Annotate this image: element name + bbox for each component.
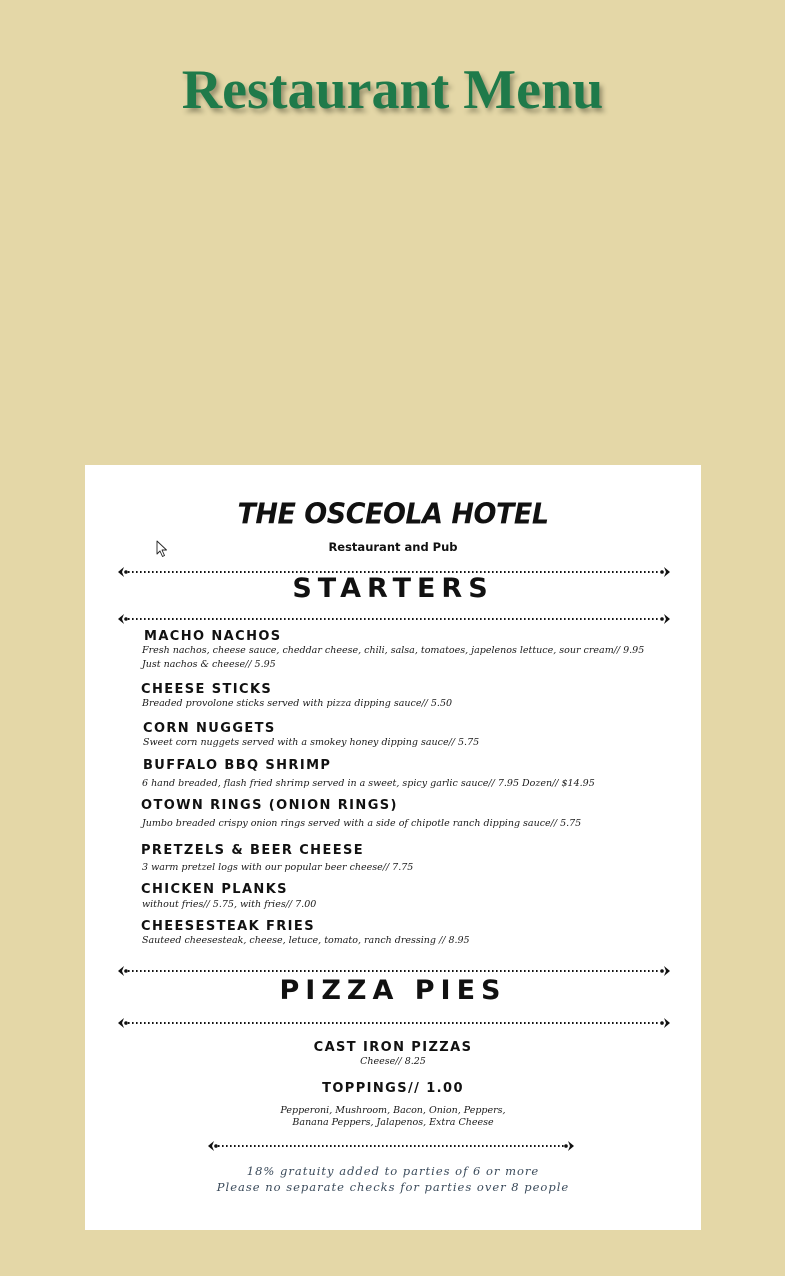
- item-desc: 6 hand breaded, flash fried shrimp served in a sweet, spicy garlic sauce// 7.95 Dozen// $14.95: [142, 778, 595, 789]
- item-name-cheese-sticks: CHEESE STICKS: [141, 682, 273, 697]
- footer-divider: [206, 1139, 576, 1153]
- menu-image: [85, 465, 701, 1230]
- starters-heading: STARTERS: [292, 573, 494, 604]
- item-name-otown-rings: OTOWN RINGS (ONION RINGS): [141, 798, 398, 813]
- item-desc: Sauteed cheesesteak, cheese, letuce, tomato, ranch dressing // 8.95: [142, 935, 470, 946]
- item-name-macho-nachos: MACHO NACHOS: [144, 629, 282, 644]
- item-desc: Banana Peppers, Jalapenos, Extra Cheese: [292, 1117, 494, 1128]
- item-name-toppings: TOPPINGS// 1.00: [322, 1081, 464, 1096]
- hotel-name: THE OSCEOLA HOTEL: [237, 498, 549, 531]
- item-desc: Breaded provolone sticks served with pizza dipping sauce// 5.50: [142, 698, 453, 709]
- section-divider: [116, 612, 672, 626]
- item-desc: without fries// 5.75, with fries// 7.00: [142, 899, 317, 910]
- item-name-buffalo-bbq-shrimp: BUFFALO BBQ SHRIMP: [143, 758, 332, 773]
- item-desc: Jumbo breaded crispy onion rings served with a side of chipotle ranch dipping sauce// 5.75: [142, 818, 582, 829]
- item-desc: Cheese// 8.25: [360, 1056, 426, 1067]
- gratuity-note: 18% gratuity added to parties of 6 or more: [246, 1164, 540, 1178]
- item-name-pretzels-beer-cheese: PRETZELS & BEER CHEESE: [141, 843, 365, 858]
- item-desc: Sweet corn nuggets served with a smokey honey dipping sauce// 5.75: [143, 737, 480, 748]
- pizza-heading: PIZZA PIES: [279, 975, 507, 1006]
- item-name-cheesesteak-fries: CHEESESTEAK FRIES: [141, 919, 315, 934]
- item-desc: Just nachos & cheese// 5.95: [142, 659, 276, 670]
- item-name-cast-iron-pizzas: CAST IRON PIZZAS: [313, 1040, 473, 1055]
- section-divider: [116, 1016, 672, 1030]
- item-desc: Pepperoni, Mushroom, Bacon, Onion, Peppers,: [280, 1105, 506, 1116]
- item-desc: 3 warm pretzel logs with our popular beer cheese// 7.75: [142, 862, 414, 873]
- item-name-chicken-planks: CHICKEN PLANKS: [141, 882, 288, 897]
- page-title: Restaurant Menu: [181, 59, 604, 121]
- item-desc: Fresh nachos, cheese sauce, cheddar cheese, chili, salsa, tomatoes, japelenos lettuce, sour cream// 9.95: [142, 645, 645, 656]
- separate-checks-note: Please no separate checks for parties over 8 people: [216, 1180, 570, 1194]
- item-name-corn-nuggets: CORN NUGGETS: [143, 721, 276, 736]
- hotel-subtitle: Restaurant and Pub: [328, 540, 458, 554]
